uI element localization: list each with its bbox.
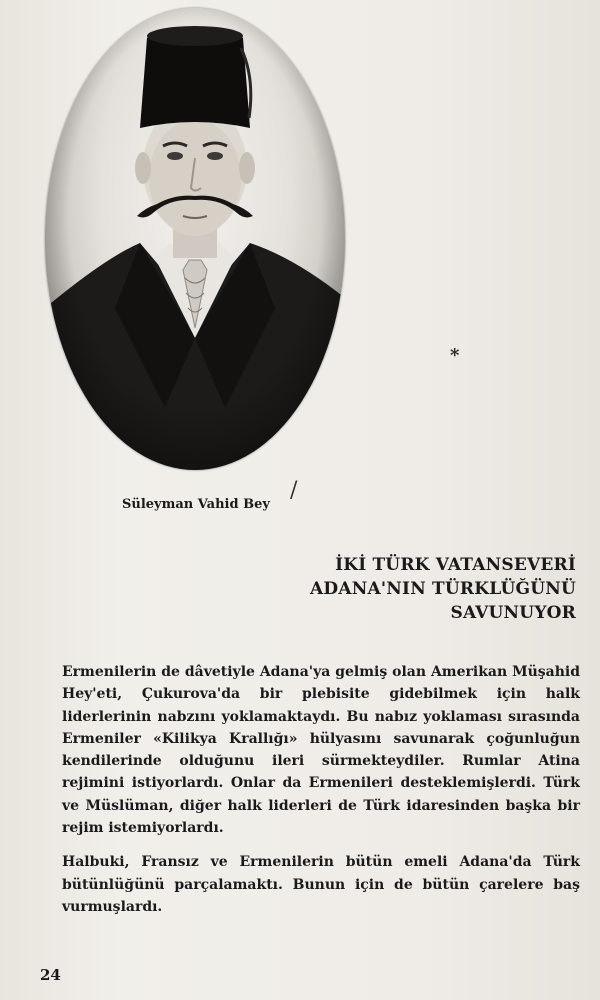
heading-line-1: İKİ TÜRK VATANSEVERİ xyxy=(335,555,576,575)
asterisk-mark: * xyxy=(450,345,460,366)
body-text xyxy=(62,661,580,930)
portrait-photo xyxy=(45,8,345,470)
page-number: 24 xyxy=(40,966,61,984)
pen-tick-mark: / xyxy=(290,478,298,503)
heading-line-2: ADANA'NIN TÜRKLÜĞÜNÜ xyxy=(310,579,576,599)
section-heading xyxy=(300,553,576,625)
show-through-text xyxy=(300,0,600,27)
paragraph-2: Halbuki, Fransız ve Ermenilerin bütün emeli Adana'da Türk bütünlüğünü parçalamaktı. Bunun için de bütün çarelere baş vurmuşlardı. xyxy=(62,854,580,915)
paragraph-1: Ermenilerin de dâvetiyle Adana'ya gelmiş olan Amerikan Müşahid Hey'eti, Çukurova'da bir plebisite gidebilmek için halk liderlerinin nabzını yoklamaktaydı. Bu nabız yoklaması sırasında Ermeniler «Kilikya Krallığı» hülyasını savunarak çoğunluğun kendilerinde olduğunu ileri sürmekteydiler. Rumlar Atina rejimini istiyorlardı. Onlar da Ermenileri desteklemişlerdi. Türk ve Müslüman, diğer halk liderleri de Türk idaresinden başka bir rejim istemiyorlardı. xyxy=(62,664,580,837)
heading-line-3: SAVUNUYOR xyxy=(450,603,576,623)
photo-caption: Süleyman Vahid Bey xyxy=(122,497,270,512)
portrait-illustration xyxy=(45,8,345,470)
